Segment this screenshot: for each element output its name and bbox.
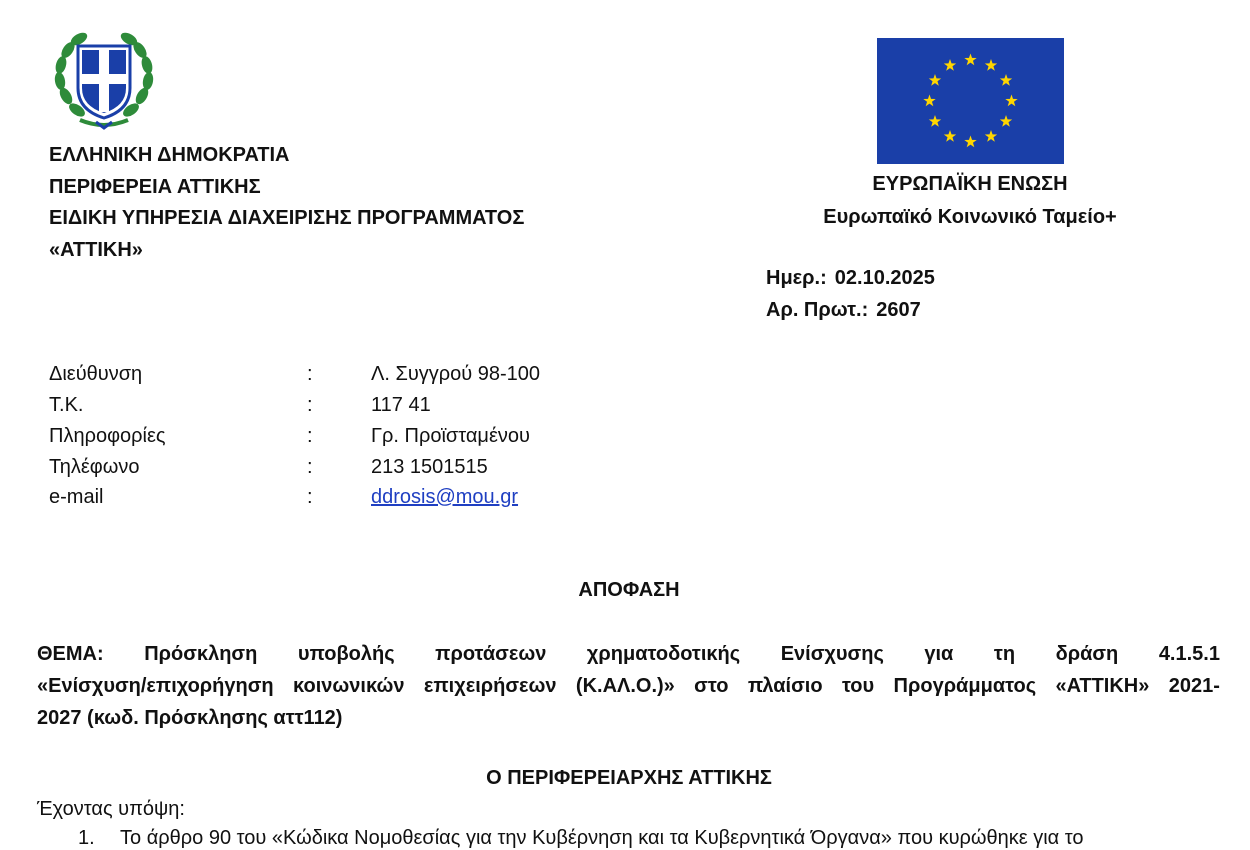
greek-emblem-icon [50, 26, 158, 134]
subject-word: δράση [1055, 643, 1119, 665]
contact-value-postcode: 117 41 [371, 394, 431, 416]
header-line-service: ΕΙΔΙΚΗ ΥΠΗΡΕΣΙΑ ΔΙΑΧΕΙΡΙΣΗΣ ΠΡΟΓΡΑΜΜΑΤΟΣ [49, 207, 525, 229]
subject-word: υποβολής [297, 643, 395, 665]
email-link[interactable]: ddrosis@mou.gr [371, 486, 519, 508]
contact-value-info: Γρ. Προϊσταμένου [371, 425, 530, 447]
eu-fund: Ευρωπαϊκό Κοινωνικό Ταμείο+ [823, 206, 1117, 228]
subject-word: για [924, 643, 954, 665]
subject-word: ΘΕΜΑ: [37, 643, 104, 665]
contact-value-address: Λ. Συγγρού 98-100 [371, 363, 541, 385]
protocol-value: 2607 [876, 299, 921, 321]
subject-word: προτάσεων [435, 643, 547, 665]
subject-word: Ενίσχυσης [780, 643, 884, 665]
contact-colon: : [307, 425, 313, 447]
subject-word: πλαίσιο [747, 675, 823, 697]
list-item-text: Το άρθρο 90 του «Κώδικα Νομοθεσίας για την Κυβέρνηση και τα Κυβερνητικά Όργανα» που κυρώθηκε για το [120, 827, 1084, 849]
subject-word: Προγράμματος [893, 675, 1037, 697]
contact-colon: : [307, 394, 313, 416]
contact-colon: : [307, 363, 313, 385]
contact-colon: : [307, 456, 313, 478]
contact-label-phone: Τηλέφωνο [49, 456, 140, 478]
subject-word: «Ενίσχυση/επιχορήγηση [37, 675, 274, 697]
subject-word: τη [993, 643, 1016, 665]
list-item-number: 1. [78, 827, 95, 849]
header-line-program: «ΑΤΤΙΚΗ» [49, 239, 143, 261]
contact-label-info: Πληροφορίες [49, 425, 166, 447]
subject-word: στο [694, 675, 729, 697]
subject-word: 2021- [1168, 675, 1220, 697]
reference-protocol [766, 298, 921, 322]
subject-word: «ΑΤΤΙΚΗ» [1055, 675, 1150, 697]
subject-word: κοινωνικών [293, 675, 405, 697]
reference-date [766, 266, 935, 290]
protocol-label: Αρ. Πρωτ.: [766, 299, 869, 321]
considering-heading: Έχοντας υπόψη: [37, 798, 185, 820]
subject-word: του [841, 675, 875, 697]
official-title: Ο ΠΕΡΙΦΕΡΕΙΑΡΧΗΣ ΑΤΤΙΚΗΣ [486, 767, 772, 789]
header-line-republic: ΕΛΛΗΝΙΚΗ ΔΗΜΟΚΡΑΤΙΑ [49, 144, 290, 166]
contact-label-postcode: Τ.Κ. [49, 394, 84, 416]
decision-title: ΑΠΟΦΑΣΗ [578, 579, 680, 601]
subject-line-3: 2027 (κωδ. Πρόσκλησης αττ112) [37, 707, 343, 729]
subject-line-1 [37, 642, 1220, 666]
contact-label-email: e-mail [49, 486, 104, 508]
date-value: 02.10.2025 [834, 267, 935, 289]
subject-line-2 [37, 674, 1220, 698]
subject-word: (Κ.ΑΛ.Ο.)» [575, 675, 675, 697]
contact-colon: : [307, 486, 313, 508]
eu-name: ΕΥΡΩΠΑΪΚΗ ΕΝΩΣΗ [872, 173, 1068, 195]
subject-word: επιχειρήσεων [423, 675, 557, 697]
eu-flag-icon [877, 38, 1064, 164]
subject-word: Πρόσκληση [144, 643, 258, 665]
date-label: Ημερ.: [766, 267, 827, 289]
header-line-region: ΠΕΡΙΦΕΡΕΙΑ ΑΤΤΙΚΗΣ [49, 176, 261, 198]
subject-word: χρηματοδοτικής [586, 643, 741, 665]
contact-label-address: Διεύθυνση [49, 363, 143, 385]
list-item [78, 826, 1084, 850]
subject-word: 4.1.5.1 [1158, 643, 1220, 665]
contact-value-phone: 213 1501515 [371, 456, 488, 478]
